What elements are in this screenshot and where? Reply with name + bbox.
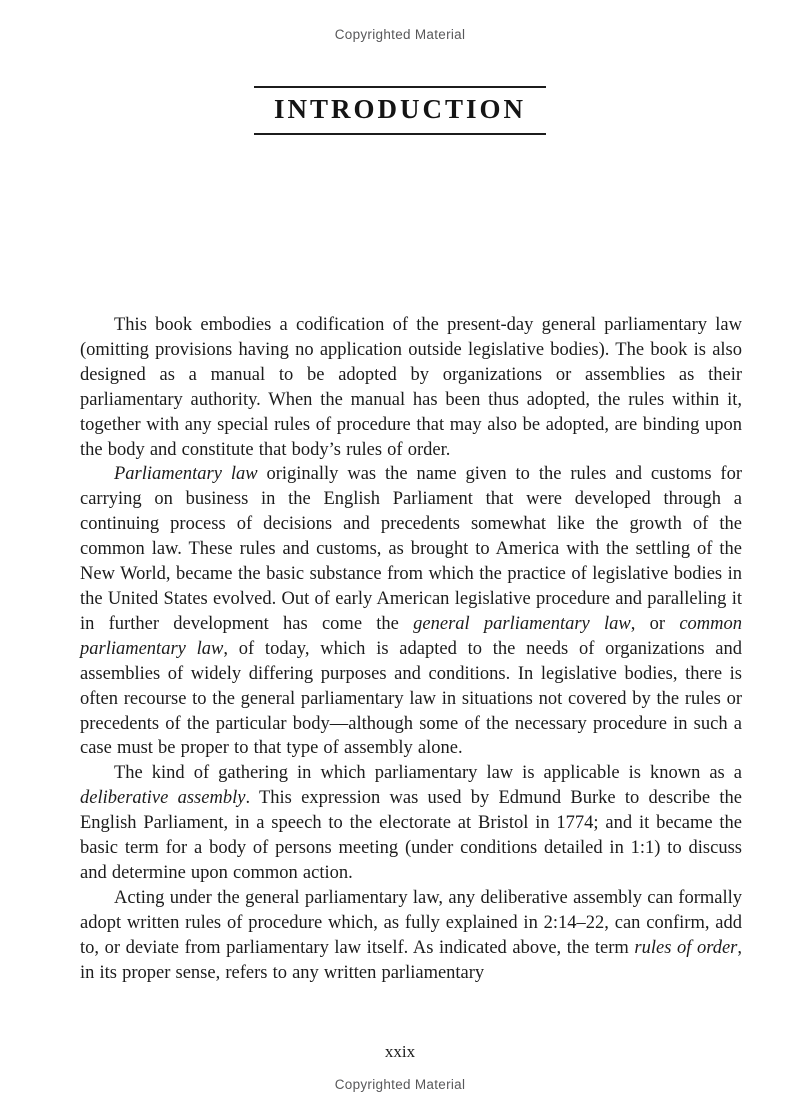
text-run: , in its proper sense, refers to any written parliamentary <box>80 937 742 983</box>
text-run: general parliamentary law <box>413 613 631 634</box>
paragraph <box>80 761 742 886</box>
text-run: The kind of gathering in which parliamentary law is applicable is known as a <box>114 763 742 784</box>
paragraph <box>80 886 742 986</box>
text-run: , or <box>630 613 680 634</box>
copyright-notice-bottom: Copyrighted Material <box>334 1077 466 1092</box>
text-run: common parliamentary law <box>80 613 742 659</box>
chapter-heading-title: INTRODUCTION <box>273 94 527 124</box>
paragraph <box>80 313 742 462</box>
text-run: Parliamentary law <box>114 464 258 485</box>
paragraph <box>80 462 742 761</box>
text-run: , of today, which is adapted to the needs of organizations and assemblies of widely differing purposes and conditions. In legislative bodies, there is often recourse to the general parliamentary law in situations not covered by the rules or precedents of the particular body—although some of the necessary procedure in such a case must be proper to that type of assembly alone. <box>80 638 742 759</box>
text-run: rules of order <box>634 937 738 958</box>
body-text <box>80 313 742 985</box>
text-run: This book embodies a codification of the present-day general parliamentary law (omitting provisions having no application outside legislative bodies). The book is also designed as a manual to be adopted by organizations or assemblies as their parliamentary authority. When the manual has been thus adopted, the rules within it, together with any special rules of procedure that may also be adopted, are binding upon the body and constitute that body’s rules of order. <box>80 315 742 460</box>
page-number: xxix <box>384 1042 416 1061</box>
text-run: deliberative assembly <box>80 788 246 809</box>
text-run: . This expression was used by Edmund Burke to describe the English Parliament, in a speech to the electorate at Bristol in 1774; and it became the basic term for a body of persons meeting (under conditions detailed in 1:1) to discuss and determine upon common action. <box>80 788 742 883</box>
copyright-notice-top: Copyrighted Material <box>334 27 466 42</box>
chapter-heading <box>254 86 546 135</box>
text-run: originally was the name given to the rules and customs for carrying on business in the English Parliament that were developed through a continuing process of decisions and precedents somewhat like the growth of the common law. These rules and customs, as brought to America with the settling of the New World, became the basic substance from which the practice of legislative bodies in the United States evolved. Out of early American legislative procedure and paralleling it in further development has come the <box>80 464 743 634</box>
text-run: Acting under the general parliamentary law, any deliberative assembly can formally adopt written rules of procedure which, as fully explained in 2:14–22, can confirm, add to, or deviate from parliamentary law itself. As indicated above, the term <box>80 887 742 958</box>
